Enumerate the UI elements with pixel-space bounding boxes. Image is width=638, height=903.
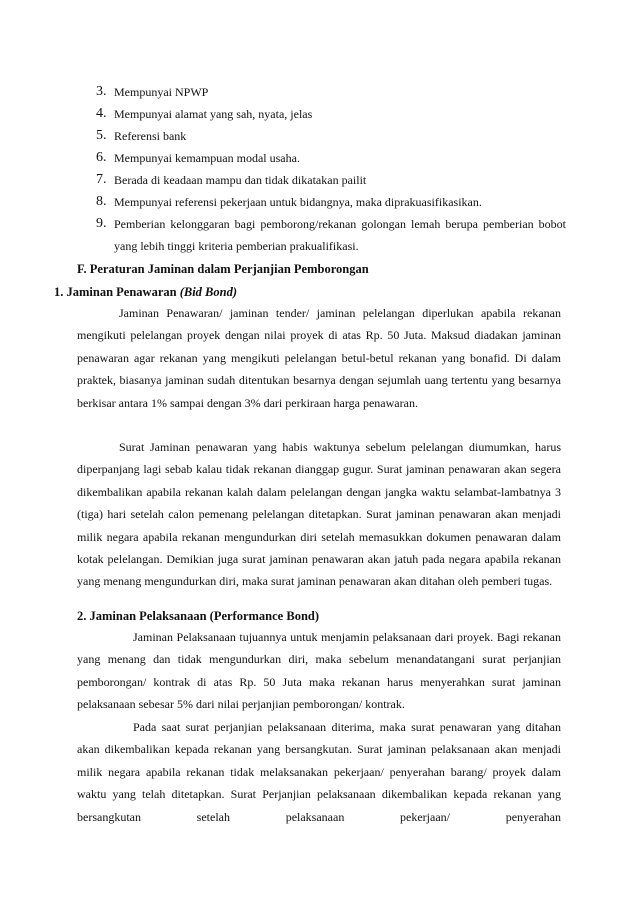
bid-bond-heading-text: 1. Jaminan Penawaran [54, 285, 177, 299]
list-item-text: Mempunyai NPWP [114, 85, 209, 99]
list-item-text: Pemberian kelonggaran bagi pemborong/rekanan golongan lemah berupa pemberian bobot yang lebih tinggi kriteria pemberian prakualifikasi. [114, 217, 566, 253]
list-item-text: Mempunyai referensi pekerjaan untuk bidangnya, maka diprakuasifikasikan. [114, 195, 482, 209]
performance-bond-paragraph-1: Jaminan Pelaksanaan tujuannya untuk menjamin pelaksanaan dari proyek. Bagi rekanan yang menang dan tidak mengundurkan diri, maka sebelum menandatangani surat perjanjian pemborongan/ kontrak di atas Rp. 50 Juta maka rekanan harus menyerahkan surat jaminan pelaksanaan sebesar 5% dari nilai perjanjian pemborongan/ kontrak. [77, 630, 561, 712]
list-item [96, 147, 566, 169]
bid-bond-paragraph-2: Surat Jaminan penawaran yang habis waktunya sebelum pelelangan diumumkan, harus diperpanjang lagi sebab kalau tidak rekanan dianggap gugur. Surat jaminan penawaran akan segera dikembalikan apabila rekanan kalah dalam pelelangan dengan jangka waktu selambat-lambatnya 3 (tiga) hari setelah calon pemenang pelelangan ditetapkan. Surat jaminan penawaran akan menjadi milik negara apabila rekanan mengundurkan diri setelah memasukkan dokumen penawaran dalam kotak pelelangan. Demikian juga surat jaminan penawaran akan jatuh pada negara apabila rekanan yang menang mengundurkan diri, maka surat jaminan penawaran akan ditahan oleh pemberi tugas. [77, 440, 561, 589]
bid-bond-paragraph-1: Jaminan Penawaran/ jaminan tender/ jaminan pelelangan diperlukan apabila rekanan mengikuti pelelangan proyek dengan nilai proyek di atas Rp. 50 Juta. Maksud diadakan jaminan penawaran agar rekanan yang mengikuti pelelangan betul-betul rekanan yang bonafid. Di dalam praktek, biasanya jaminan sudah ditentukan besarnya dengan sejumlah uang tertentu yang besarnya berkisar antara 1% sampai dengan 3% dari perkiraan harga penawaran. [77, 306, 561, 410]
list-item-number: 4. [96, 106, 107, 121]
list-item [96, 191, 566, 213]
performance-bond-heading: 2. Jaminan Pelaksanaan (Performance Bond) [77, 609, 320, 623]
performance-bond-paragraph-2: Pada saat surat perjanjian pelaksanaan diterima, maka surat penawaran yang ditahan akan dikembalikan kepada rekanan yang bersangkutan. Surat jaminan pelaksanaan akan menjadi milik negara apabila rekanan tidak melaksanakan pekerjaan/ penyerahan barang/ proyek dalam waktu yang telah ditetapkan. Surat Perjanjian pelaksanaan dikembalikan kepada rekanan yang bersangkutan setelah pelaksanaan pekerjaan/ penyerahan [77, 720, 561, 824]
list-item-number: 6. [96, 150, 107, 165]
bid-bond-heading [54, 285, 237, 300]
list-item-text: Berada di keadaan mampu dan tidak dikatakan pailit [114, 173, 367, 187]
list-item-number: 7. [96, 172, 107, 187]
requirements-list [96, 81, 566, 257]
list-item-text: Mempunyai kemampuan modal usaha. [114, 151, 300, 165]
list-item [96, 125, 566, 147]
list-item-number: 5. [96, 128, 107, 143]
list-item-text: Mempunyai alamat yang sah, nyata, jelas [114, 107, 313, 121]
list-item-number: 9. [96, 216, 107, 231]
list-item [96, 213, 566, 257]
list-item [96, 169, 566, 191]
bid-bond-heading-italic: (Bid Bond) [179, 285, 238, 299]
list-item [96, 103, 566, 125]
list-item-number: 8. [96, 194, 107, 209]
list-item-number: 3. [96, 84, 107, 99]
list-item-text: Referensi bank [114, 129, 187, 143]
list-item [96, 81, 566, 103]
section-f-heading: F. Peraturan Jaminan dalam Perjanjian Pemborongan [77, 262, 369, 276]
